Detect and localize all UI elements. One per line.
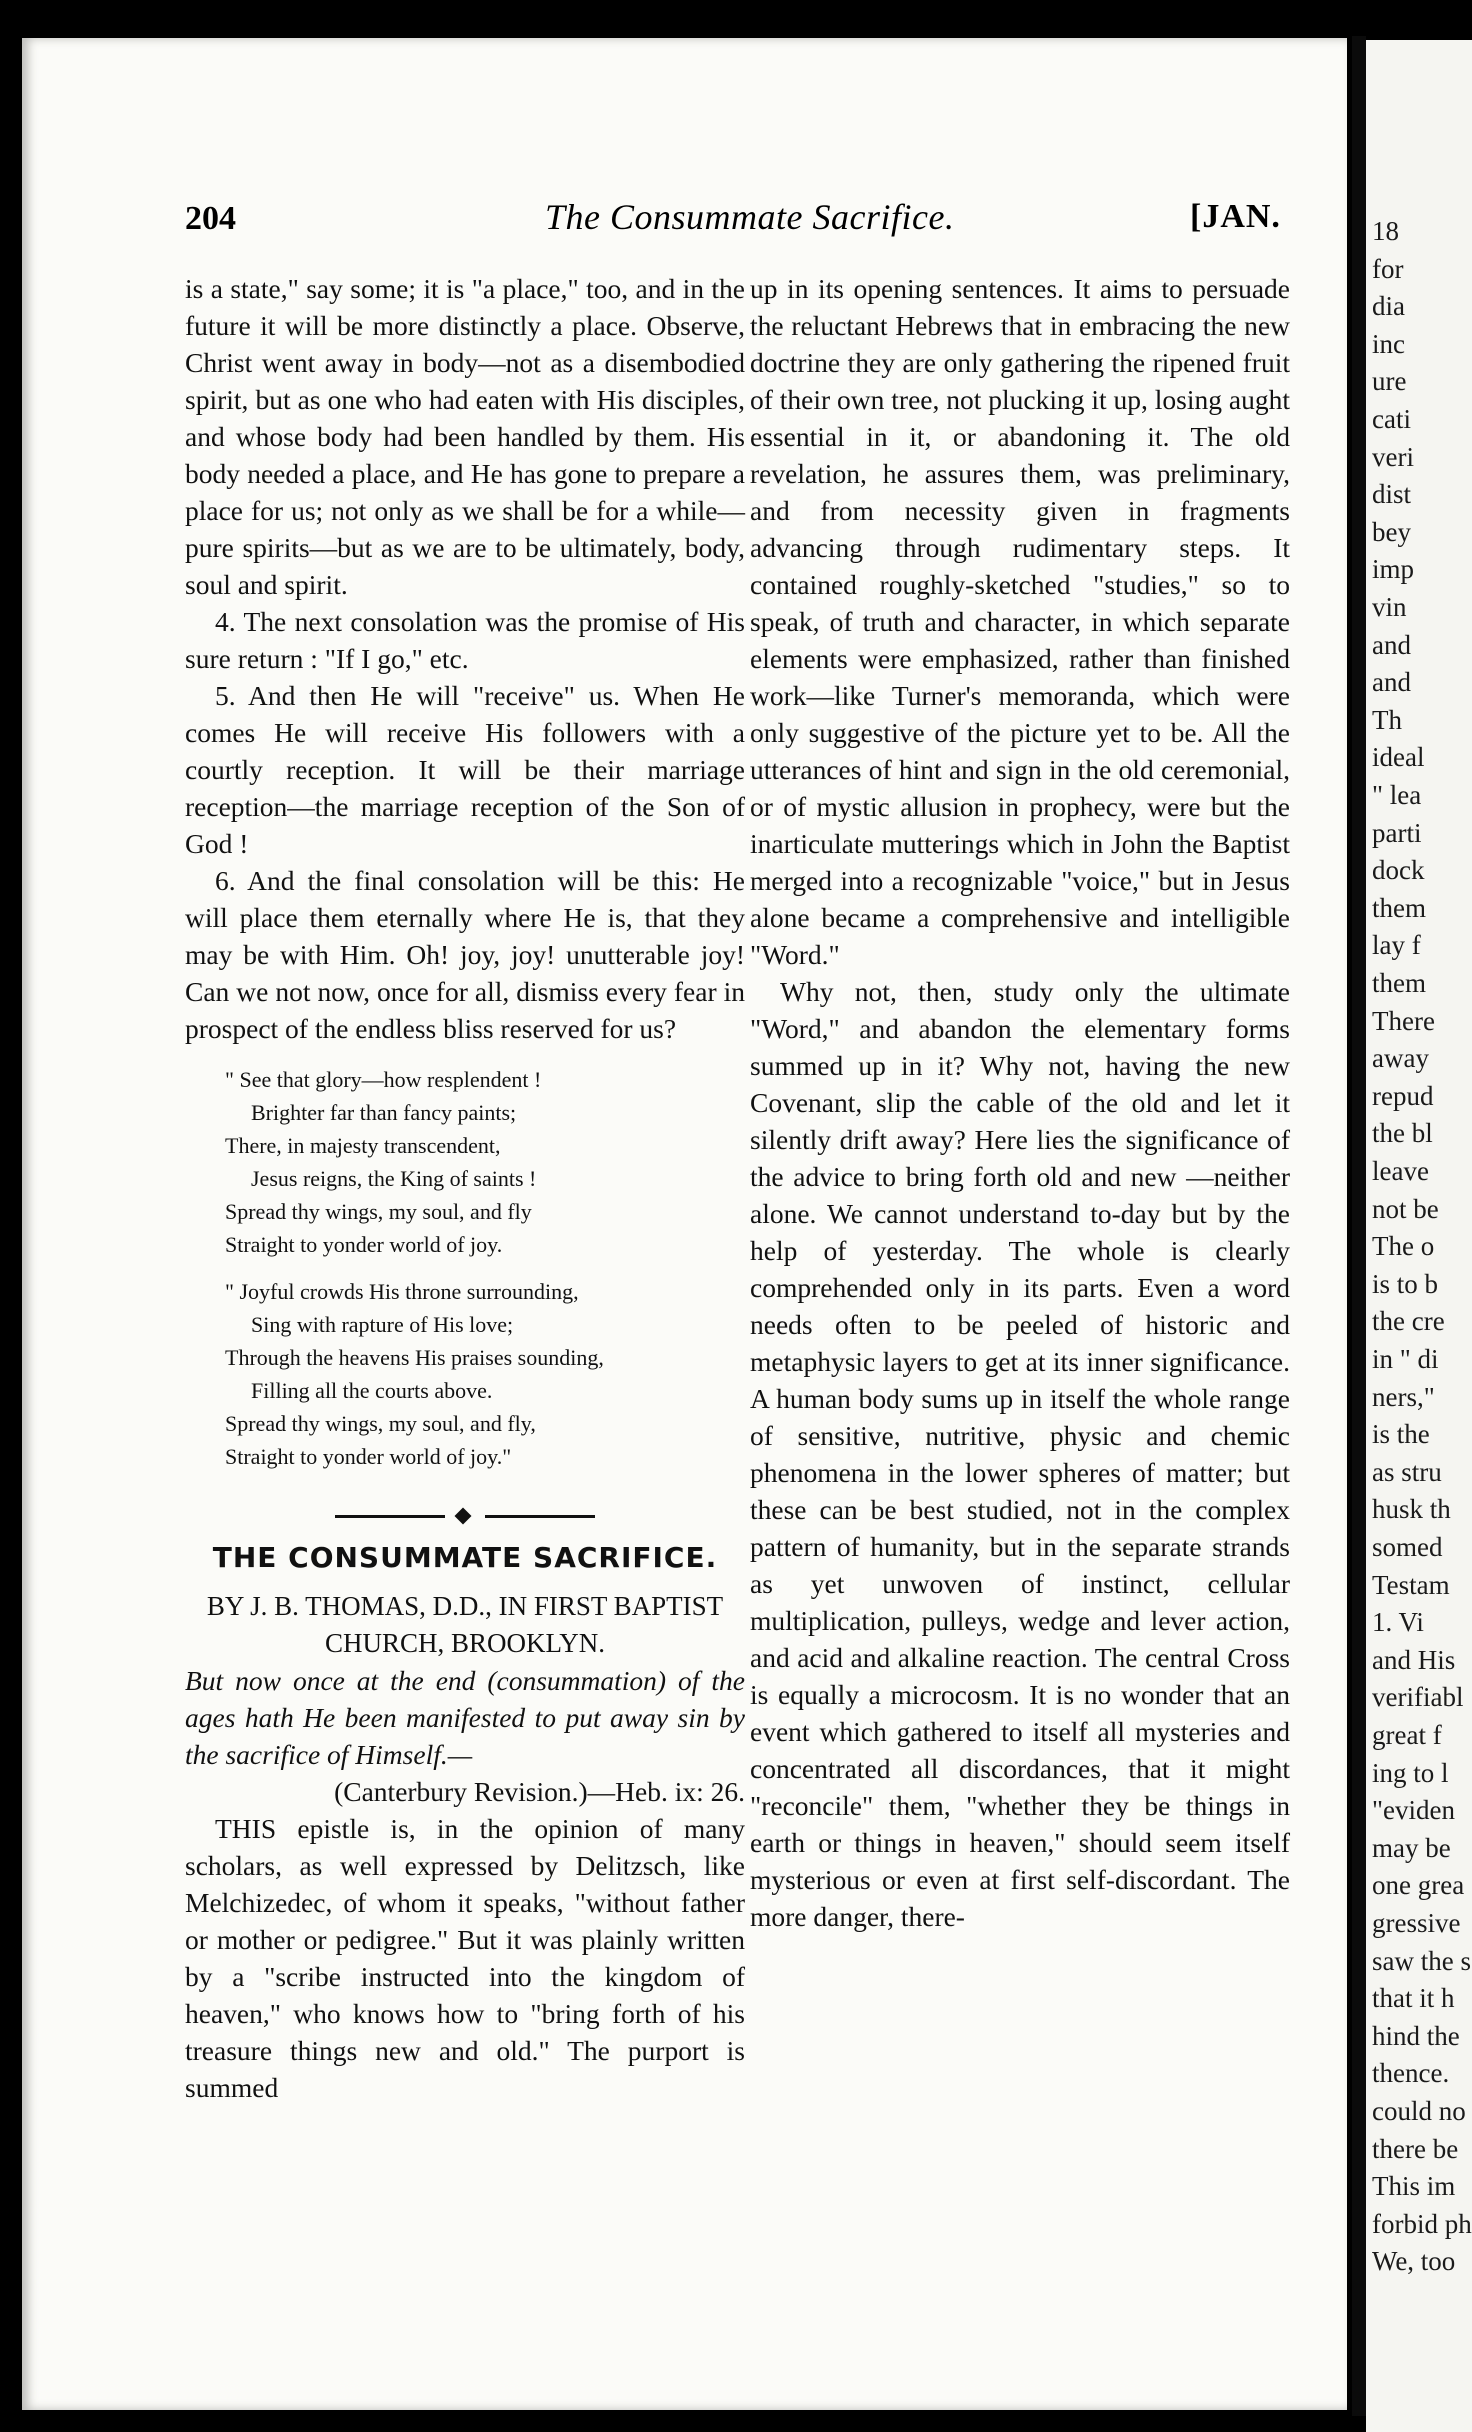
epigraph: But now once at the end (consummation) of the ages hath He been manifested to put away sin by the sacrifice of Himself.— — [185, 1665, 745, 1770]
facing-page-fragment: We, too — [1372, 2246, 1456, 2277]
facing-page-fragment: could no — [1372, 2096, 1466, 2126]
drop-word: THIS — [215, 1813, 277, 1844]
facing-page-fragment: dock — [1372, 855, 1425, 886]
facing-page-edge — [1366, 40, 1472, 2432]
facing-page-fragment: the bl — [1372, 1118, 1433, 1149]
running-title: The Consummate Sacrifice. — [545, 197, 955, 237]
facing-page-fragment: 1. Vi — [1372, 1607, 1424, 1638]
running-month: [JAN. — [1190, 198, 1281, 235]
hymn-line: Sing with rapture of His love; — [251, 1312, 514, 1337]
facing-page-fragment: leave — [1372, 1156, 1429, 1186]
hymn-line: Straight to yonder world of joy. — [225, 1232, 503, 1257]
hymn-line: " See that glory—how resplendent ! — [225, 1067, 542, 1092]
facing-page-fragment: forbid ph — [1372, 2208, 1472, 2239]
hymn-line: Spread thy wings, my soul, and fly, — [225, 1411, 536, 1436]
facing-page-fragment: The o — [1372, 1231, 1435, 1262]
facing-page-fragment: Th — [1372, 704, 1402, 735]
facing-page-fragment: that it h — [1372, 1983, 1455, 2014]
paragraph: is a state," say some; it is "a place," too, and in the future it will be more distinctly a place. Observe, Christ went away in body—not as a disembodied spirit, but as one who had eaten with His disciples, and whose body had been handled by them. His body needed a place, and He has gone to prepare a place for us; not only as we shall be for a while—pure spirits—but as we are to be ultimately, body, soul and spirit. — [185, 273, 745, 600]
paragraph: up in its opening sentences. It aims to persuade the reluctant Hebrews that in embracing the new doctrine they are only gathering the ripened fruit of their own tree, not plucking it up, losing aught essential in it, or abandoning it. The old revelation, he assures them, was preliminary, and from necessity given in fragments advancing through rudimentary steps. It contained roughly-sketched "studies," so to speak, of truth and character, in which separate elements were emphasized, rather than finished work—like Turner's memoranda, which were only suggestive of the picture yet to be. All the utterances of hint and sign in the old ceremonial, or of mystic allusion in prophecy, were but the inarticulate mutterings which in John the Baptist merged into a recognizable "voice," but in Jesus alone became a comprehensive and intelligible "Word." — [750, 273, 1290, 970]
facing-page-fragment: This im — [1372, 2171, 1456, 2202]
facing-page-fragment: thence. — [1372, 2058, 1450, 2089]
byline: BY J. B. THOMAS, D.D., IN FIRST BAPTIST CHURCH, BROOKLYN. — [206, 1591, 724, 1658]
facing-page-fragment: the cre — [1372, 1306, 1445, 1337]
facing-page-fragment: as stru — [1372, 1456, 1442, 1487]
hymn-line: There, in majesty transcendent, — [225, 1133, 501, 1158]
hymn-line: Brighter far than fancy paints; — [251, 1100, 517, 1125]
hymn-line: " Joyful crowds His throne surrounding, — [225, 1279, 579, 1304]
facing-page-fragment: verifiabl — [1372, 1682, 1464, 1713]
facing-page-fragment: and — [1372, 667, 1411, 698]
facing-page-fragment: Testam — [1372, 1569, 1450, 1600]
facing-page-fragment: veri — [1372, 441, 1414, 472]
paragraph: 4. The next consolation was the promise of His sure return : "If I go," etc. — [185, 606, 745, 674]
paragraph: 5. And then He will "receive" us. When He comes He will receive His followers with a courtly reception. It will be their marriage reception—the marriage reception of the Son of God ! — [185, 680, 745, 859]
ornamental-rule — [335, 1509, 595, 1525]
facing-page-fragment: for — [1372, 253, 1404, 284]
facing-page-fragment: " lea — [1372, 780, 1422, 810]
facing-page-fragment: ners," — [1372, 1381, 1435, 1412]
hymn-line: Straight to yonder world of joy." — [225, 1444, 512, 1469]
facing-page-fragment: is the — [1372, 1419, 1430, 1450]
facing-page-fragment: dist — [1372, 479, 1412, 510]
facing-page-fragment: hind the — [1372, 2020, 1460, 2051]
facing-page-fragment: lay f — [1372, 930, 1421, 961]
facing-page-fragment: repud — [1372, 1080, 1434, 1111]
facing-page-fragment: one grea — [1372, 1870, 1465, 1901]
epigraph-reference: (Canterbury Revision.)—Heb. ix: 26. — [334, 1776, 745, 1807]
hymn-line: Jesus reigns, the King of saints ! — [251, 1166, 537, 1191]
article-title: THE CONSUMMATE SACRIFICE. — [212, 1541, 718, 1574]
facing-page-fragment: husk th — [1372, 1494, 1451, 1525]
facing-page-fragment: great f — [1372, 1720, 1442, 1750]
facing-page-fragment: in " di — [1372, 1344, 1439, 1374]
facing-page-fragment: dia — [1372, 291, 1405, 322]
hymn-stanza — [225, 1275, 745, 1473]
facing-page-fragment: and — [1372, 629, 1411, 660]
facing-page-fragment: vin — [1372, 592, 1407, 622]
facing-page-fragment: cati — [1372, 404, 1411, 434]
facing-page-fragment: there be — [1372, 2133, 1459, 2164]
facing-page-fragment: imp — [1372, 554, 1415, 585]
paragraph-text: epistle is, in the opinion of many scholars, as well expressed by Delitzsch, like Melchizedec, of whom it speaks, "without father or mother or pedigree." But it was plainly written by a "scribe instructed into the kingdom of heaven," who knows how to "bring forth of his treasure things new and old." The purport is summed — [185, 1813, 745, 2103]
facing-page-fragment: and His — [1372, 1644, 1456, 1675]
facing-page-fragment: ideal — [1372, 742, 1425, 773]
facing-page-fragment: ing to l — [1372, 1757, 1449, 1788]
right-column — [750, 270, 1290, 1935]
facing-page-fragment: ure — [1372, 366, 1407, 397]
facing-page-fragment: gressive — [1372, 1908, 1461, 1938]
facing-page-fragment: inc — [1372, 328, 1405, 359]
paragraph — [185, 1810, 745, 2106]
facing-page-fragment: "eviden — [1372, 1795, 1455, 1826]
facing-page-fragment: not be — [1372, 1193, 1439, 1224]
hymn-line: Spread thy wings, my soul, and fly — [225, 1199, 532, 1224]
left-column — [185, 270, 745, 2106]
hymn-line: Through the heavens His praises sounding, — [225, 1345, 604, 1370]
facing-page-fragment: them — [1372, 892, 1426, 923]
facing-page-fragment: parti — [1372, 817, 1422, 848]
paragraph: Why not, then, study only the ultimate "Word," and abandon the elementary forms summed up in it? Why not, having the new Covenant, slip the cable of the old and let it silently drift away? Here lies the significance of the advice to bring forth old and new —neither alone. We cannot understand to-day but by the help of yesterday. The whole is clearly comprehended only in its parts. Even a word needs often to be peeled of historic and metaphysic layers to get at its inner significance. A human body sums up in itself the whole range of sensitive, nutritive, physic and chemic phenomena in the lower spheres of matter; but these can be best studied, not in the complex pattern of humanity, but in the separate strands as yet unwoven of instinct, cellular multiplication, pulleys, wedge and lever action, and acid and alkaline reaction. The central Cross is equally a microcosm. It is no wonder that an event which gathered to itself all mysteries and concentrated all discordances, that it might "reconcile" them, "whether they be things in earth or things in heaven," should seem itself mysterious or even at first self-discordant. The more danger, there- — [750, 976, 1290, 1932]
facing-page-fragment: them — [1372, 968, 1426, 998]
book-spine — [1352, 36, 1366, 2416]
facing-page-fragment: away — [1372, 1043, 1429, 1074]
page-number: 204 — [185, 200, 236, 237]
facing-page-fragment: is to b — [1372, 1268, 1439, 1299]
paragraph: 6. And the final consolation will be this: He will place them eternally where He is, that they may be with Him. Oh! joy, joy! unutterable joy! Can we not now, once for all, dismiss every fear in prospect of the endless bliss reserved for us? — [185, 865, 745, 1044]
facing-page-fragment: 18 — [1372, 216, 1399, 246]
facing-page-fragment: bey — [1372, 516, 1411, 547]
facing-page-fragment: somed — [1372, 1532, 1443, 1562]
facing-page-fragment: There — [1372, 1005, 1435, 1036]
hymn-line: Filling all the courts above. — [251, 1378, 493, 1403]
facing-page-fragment: saw the s — [1372, 1945, 1471, 1976]
hymn-stanza — [225, 1063, 745, 1261]
facing-page-fragment: may be — [1372, 1832, 1451, 1863]
